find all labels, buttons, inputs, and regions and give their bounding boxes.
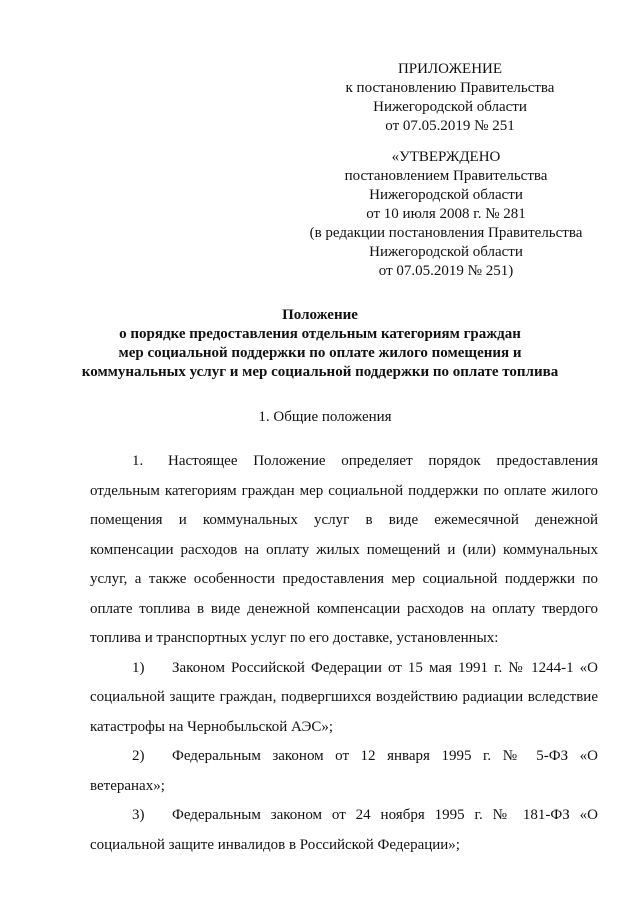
approved-header	[296, 148, 596, 281]
approved-line-3: от 10 июля 2008 г. № 281	[366, 206, 526, 222]
paragraph-text: Настоящее Положение определяет порядок предоставления отдельным категориям граждан мер социальной поддержки по оплате жилого помещения и коммунальных услуг в виде ежемесячной денежной компенсации расходов на оплату жилых помещений и (или) коммунальных услуг, а также особенности предоставления мер социальной поддержки по оплате топлива в виде денежной компенсации расходов на оплату твердого топлива и транспортных услуг по его доставке, установленных:	[90, 453, 598, 646]
appendix-line-2: Нижегородской области	[373, 99, 527, 115]
document-body	[90, 447, 598, 860]
approved-line-4: (в редакции постановления Правительства	[309, 225, 583, 241]
approved-line-1: постановлением Правительства	[344, 168, 548, 184]
approved-line-5: Нижегородской области	[369, 244, 523, 260]
title-line-3: мер социальной поддержки по оплате жилого помещения и	[118, 345, 522, 361]
approved-title: «УТВЕРЖДЕНО	[391, 149, 501, 165]
list-item-1	[90, 654, 598, 743]
title-line-2: о порядке предоставления отдельным категориям граждан	[119, 326, 521, 342]
list-item-text: Федеральным законом от 12 января 1995 г. № 5-ФЗ «О ветеранах»;	[90, 748, 598, 794]
list-item-number: 2)	[132, 748, 145, 764]
list-item-text: Законом Российской Федерации от 15 мая 1991 г. № 1244-1 «О социальной защите граждан, подвергшихся воздействию радиации вследствие катастрофы на Чернобыльской АЭС»;	[90, 659, 598, 735]
list-item-2	[90, 742, 598, 801]
list-item-number: 1)	[132, 659, 145, 676]
appendix-title: ПРИЛОЖЕНИЕ	[397, 61, 503, 77]
list-item-text: Федеральным законом от 24 ноября 1995 г. № 181-ФЗ «О социальной защите инвалидов в Российской Федерации»;	[90, 807, 598, 853]
section-heading: 1. Общие положения	[258, 409, 392, 425]
approved-line-6: от 07.05.2019 № 251)	[378, 263, 514, 279]
appendix-line-3: от 07.05.2019 № 251	[385, 118, 515, 134]
list-item-3	[90, 801, 598, 860]
appendix-line-1: к постановлению Правительства	[345, 80, 555, 96]
title-line-1: Положение	[282, 307, 358, 323]
title-line-4: коммунальных услуг и мер социальной поддержки по оплате топлива	[81, 364, 559, 380]
approved-line-2: Нижегородской области	[369, 187, 523, 203]
appendix-header	[300, 60, 600, 136]
paragraph-number: 1.	[132, 453, 144, 469]
document-title	[80, 306, 560, 382]
list-item-number: 3)	[132, 807, 145, 823]
paragraph-1	[90, 447, 598, 654]
